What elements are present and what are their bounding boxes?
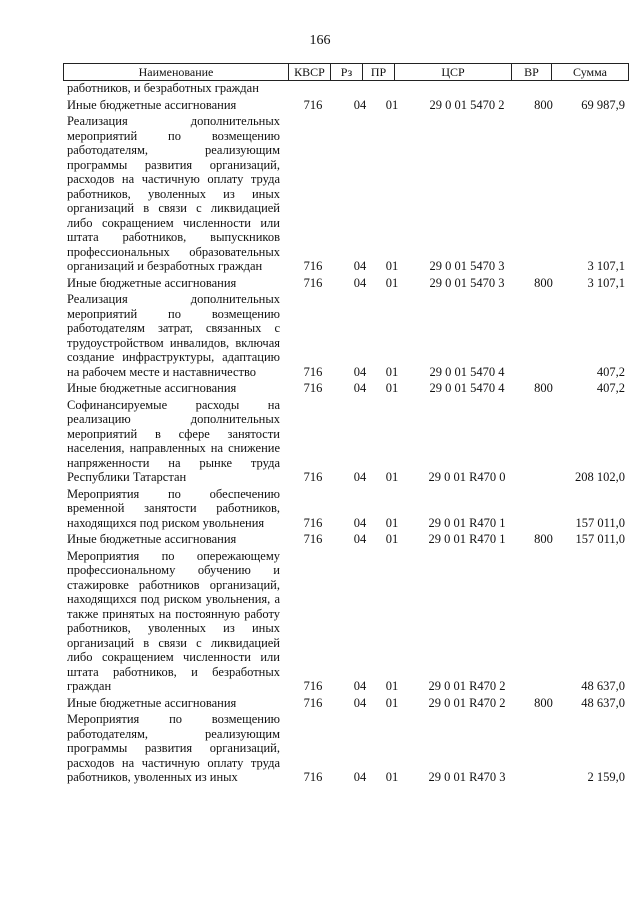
table-row	[67, 381, 627, 396]
row-vr: 800	[534, 97, 553, 112]
row-rz: 04	[353, 275, 367, 290]
header-name: Наименование	[64, 64, 289, 80]
row-name: Иные бюджетные ассигнования	[67, 97, 237, 112]
row-sum: 48 637,0	[581, 679, 625, 693]
row-pr: 01	[385, 770, 399, 784]
row-csr: 29 0 01 R470 3	[428, 770, 506, 784]
row-sum: 69 987,9	[581, 97, 625, 112]
table-row	[67, 292, 627, 379]
row-name: Мероприятия по опережающему профессиональному обучению и стажировке работников организаций, находящихся под риском увольнения, а также принятых на постоянную работу работников, уволенных из иных организаций в связи с ликвидацией либо сокращением численности или штата работников, и безработных граждан	[67, 548, 280, 693]
row-kvsr: 716	[303, 275, 323, 290]
row-vr: 800	[534, 532, 553, 546]
row-kvsr: 716	[303, 97, 323, 112]
row-rz: 04	[353, 259, 367, 273]
row-sum: 157 011,0	[575, 532, 625, 546]
row-name: Иные бюджетные ассигнования	[67, 275, 237, 290]
table-header	[63, 63, 629, 81]
row-kvsr: 716	[303, 679, 323, 693]
header-rz: Рз	[331, 64, 363, 80]
row-name: Мероприятия по обеспечению временной занятости работников, находящихся под риском увольнения	[67, 486, 280, 530]
row-csr: 29 0 01 5470 3	[429, 275, 505, 290]
row-kvsr: 716	[303, 470, 323, 484]
row-sum: 48 637,0	[581, 695, 625, 710]
row-pr: 01	[385, 381, 399, 395]
row-name: работников, и безработных граждан	[67, 81, 259, 95]
header-sum: Сумма	[573, 64, 607, 79]
row-name: Иные бюджетные ассигнования	[67, 695, 237, 710]
table-row	[67, 276, 627, 291]
table-row	[67, 487, 627, 531]
row-name: Иные бюджетные ассигнования	[67, 532, 237, 546]
row-sum: 407,2	[596, 381, 625, 395]
row-rz: 04	[353, 470, 367, 484]
table-row	[67, 81, 627, 96]
row-rz: 04	[353, 364, 367, 379]
row-pr: 01	[385, 695, 399, 710]
row-rz: 04	[353, 679, 367, 693]
row-kvsr: 716	[303, 770, 323, 784]
table-row	[67, 98, 627, 113]
table-row	[67, 398, 627, 485]
row-name: Реализация дополнительных мероприятий по возмещению работодателям затрат, связанных с трудоустройством инвалидов, включая создание инфраструктуры, адаптацию на рабочем месте и наставничество	[67, 292, 280, 379]
table-row	[67, 712, 627, 785]
row-sum: 3 107,1	[587, 275, 625, 290]
table-row	[67, 532, 627, 547]
row-kvsr: 716	[303, 381, 323, 395]
row-pr: 01	[385, 532, 399, 546]
row-kvsr: 716	[303, 532, 323, 546]
table-body	[67, 81, 627, 785]
row-vr: 800	[534, 695, 553, 710]
row-pr: 01	[385, 275, 399, 290]
row-pr: 01	[385, 679, 399, 693]
row-rz: 04	[353, 381, 367, 395]
row-name: Софинансируемые расходы на реализацию дополнительных мероприятий в сфере занятости населения, направленных на снижение напряженности на рынке труда Республики Татарстан	[67, 397, 280, 484]
row-pr: 01	[385, 259, 399, 273]
row-rz: 04	[353, 515, 367, 530]
row-kvsr: 716	[303, 695, 323, 710]
row-sum: 407,2	[596, 364, 625, 379]
row-sum: 3 107,1	[587, 259, 625, 273]
table-row	[67, 114, 627, 274]
row-rz: 04	[353, 97, 367, 112]
row-name: Иные бюджетные ассигнования	[67, 381, 237, 395]
row-pr: 01	[385, 470, 399, 484]
row-rz: 04	[353, 770, 367, 784]
row-pr: 01	[385, 97, 399, 112]
row-csr: 29 0 01 5470 4	[429, 364, 505, 379]
row-csr: 29 0 01 R470 1	[428, 532, 506, 546]
header-kvsr: КВСР	[289, 64, 331, 80]
row-csr: 29 0 01 5470 4	[429, 381, 505, 395]
row-csr: 29 0 01 R470 2	[428, 695, 506, 710]
row-sum: 2 159,0	[587, 770, 625, 784]
row-vr: 800	[534, 275, 553, 290]
row-name: Мероприятия по возмещению работодателям, реализующим программы развития организаций, расходов на частичную оплату труда работников, уволенных из иных	[67, 712, 280, 784]
row-csr: 29 0 01 5470 3	[429, 259, 505, 273]
row-csr: 29 0 01 R470 2	[428, 679, 506, 693]
row-vr: 800	[534, 381, 553, 395]
row-pr: 01	[385, 364, 399, 379]
header-pr: ПР	[363, 64, 395, 80]
table-row	[67, 549, 627, 694]
header-csr: ЦСР	[395, 64, 512, 80]
header-vr: ВР	[512, 64, 552, 80]
row-pr: 01	[385, 515, 399, 530]
row-name: Реализация дополнительных мероприятий по возмещению работодателям, реализующим программы развития организаций, расходов на частичную оплату труда работников, уволенных из иных организаций в связи с ликвидацией либо сокращением численности или штата работников, выпускников профессиональных образовательных организаций и безработных граждан	[67, 114, 280, 273]
row-kvsr: 716	[303, 364, 323, 379]
row-kvsr: 716	[303, 515, 323, 530]
row-csr: 29 0 01 R470 1	[428, 515, 506, 530]
row-rz: 04	[353, 532, 367, 546]
table-row	[67, 696, 627, 711]
row-sum: 157 011,0	[575, 515, 625, 530]
row-kvsr: 716	[303, 259, 323, 273]
row-csr: 29 0 01 R470 0	[428, 470, 506, 484]
row-csr: 29 0 01 5470 2	[429, 97, 505, 112]
row-rz: 04	[353, 695, 367, 710]
row-sum: 208 102,0	[575, 470, 625, 484]
page-number: 166	[309, 33, 331, 48]
